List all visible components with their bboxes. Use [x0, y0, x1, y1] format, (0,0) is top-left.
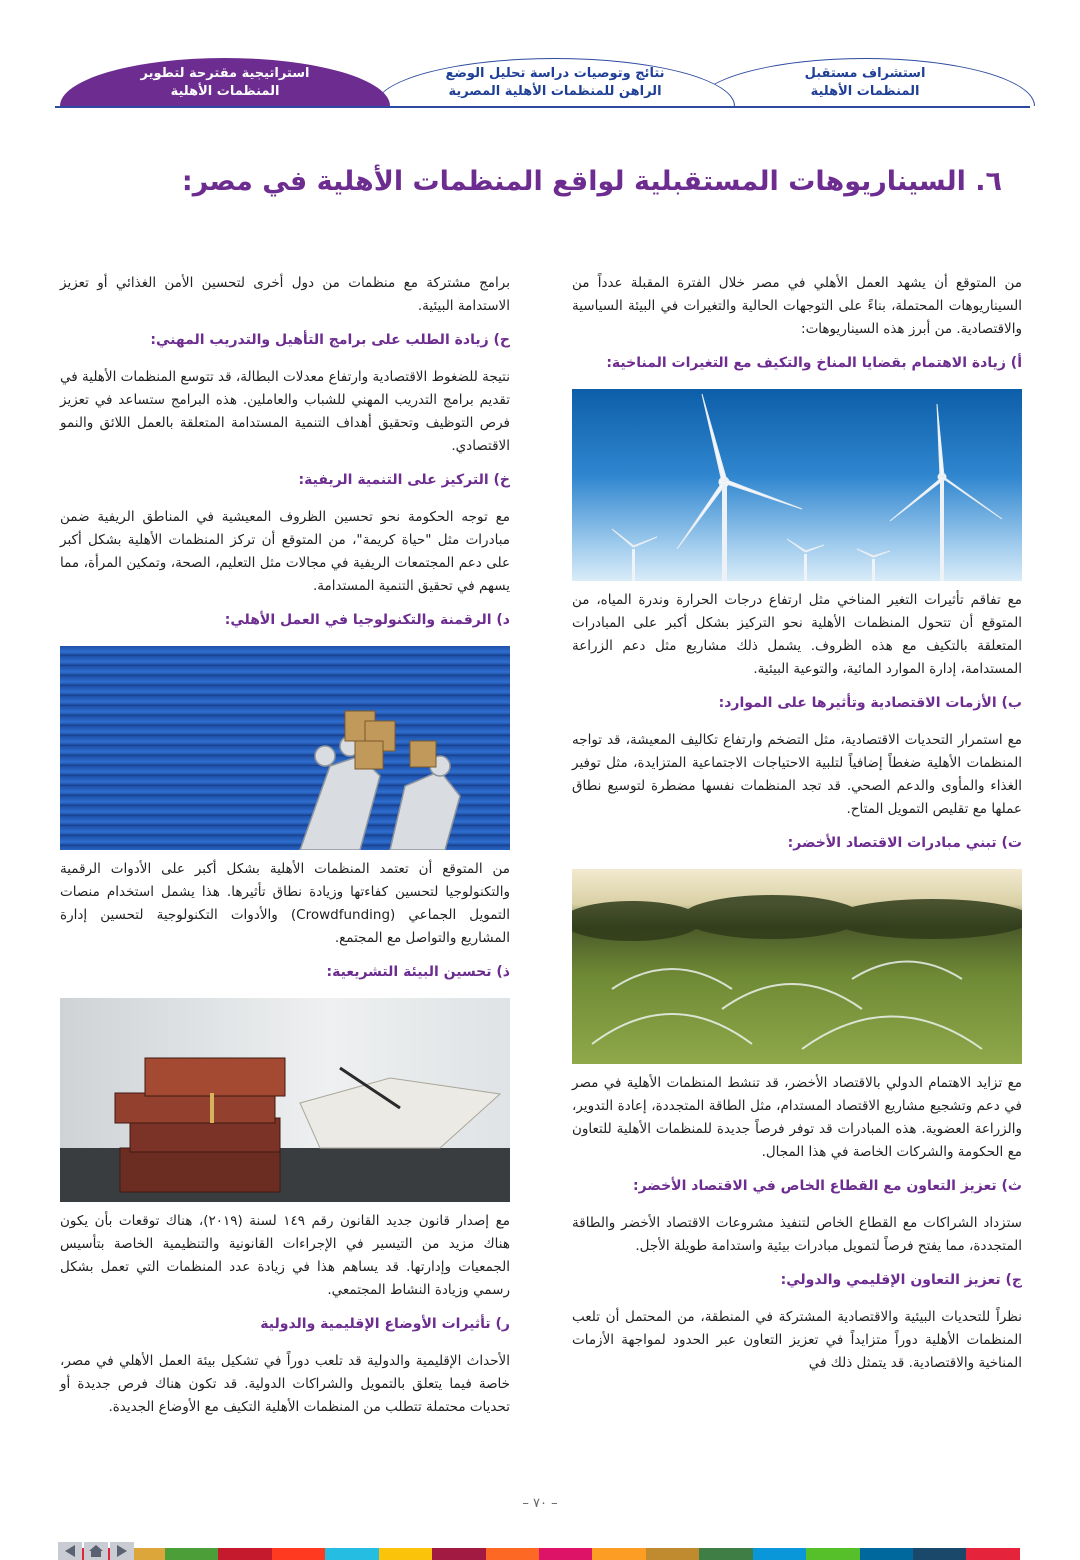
color-bar-segment: [592, 1548, 645, 1560]
section-paragraph: مع استمرار التحديات الاقتصادية، مثل التضخم وارتفاع تكاليف المعيشة، قد تواجه المنظمات الأهلية ضغطاً إضافياً لتلبية الاحتياجات الاجتماعية المتزايدة، مثل توفير الغذاء والمأوى والدعم الصحي. قد تجد المنظمات نفسها مضطرة لتوسيع نطاق عملها مع تقليص التمويل المتاح.: [572, 732, 1022, 817]
section-heading: ب) الأزمات الاقتصادية وتأثيرها على الموارد:: [718, 695, 1022, 711]
section-heading: أ) زيادة الاهتمام بقضايا المناخ والتكيف مع التغيرات المناخية:: [606, 355, 1022, 371]
color-bar-segment: [379, 1548, 432, 1560]
wind-turbines-image: [572, 389, 1022, 581]
home-button[interactable]: [84, 1542, 108, 1560]
robot-puzzle-image: [60, 646, 510, 850]
tab-line1: استراتيجية مقترحة لتطوير: [140, 65, 310, 81]
next-page-button[interactable]: [110, 1542, 134, 1560]
color-bar-segment: [432, 1548, 485, 1560]
color-bar-segment: [806, 1548, 859, 1560]
section-paragraph: نظراً للتحديات البيئية والاقتصادية المشتركة في المنطقة، من المحتمل أن تلعب المنظمات الأهلية دوراً متزايداً في تعزيز التعاون عبر الحدود لمواجهة الأزمات المناخية والاقتصادية. قد يتمثل ذلك في: [572, 1309, 1022, 1371]
page-number: – ٧٠ –: [522, 1496, 558, 1511]
header-tabs: [55, 58, 1035, 110]
color-bar-segment: [165, 1548, 218, 1560]
section-heading: ح) زيادة الطلب على برامج التأهيل والتدريب المهني:: [150, 332, 510, 348]
header-divider: [55, 106, 1030, 108]
section-paragraph: نتيجة للضغوط الاقتصادية وارتفاع معدلات البطالة، قد تتوسع المنظمات الأهلية في تقديم برامج التدريب المهني للشباب والعاملين. هذه البرامج ستساعد في تعزيز فرص التوظيف وتحقيق أهداف التنمية المستدامة المتعلقة بالعمل اللائق والنمو الاقتصادي.: [60, 369, 510, 454]
tab-study-results[interactable]: [375, 58, 735, 106]
home-icon: [89, 1545, 103, 1557]
section-heading: ر) تأثيرات الأوضاع الإقليمية والدولية: [260, 1316, 510, 1332]
continued-paragraph: برامج مشتركة مع منظمات من دول أخرى لتحسين الأمن الغذائي أو تعزيز الاستدامة البيئية.: [60, 275, 510, 314]
section-heading: ث) تعزيز التعاون مع القطاع الخاص في الاقتصاد الأخضر:: [632, 1178, 1022, 1194]
section-paragraph: الأحداث الإقليمية والدولية قد تلعب دوراً في تشكيل بيئة العمل الأهلي في مصر، خاصة فيما يتعلق بالتمويل والشراكات الدولية. قد تكون هناك فرص جديدة أو تحديات محتملة تتطلب من المنظمات الأهلية التكيف مع الأوضاع الجديدة.: [60, 1353, 510, 1415]
arrow-right-icon: [115, 1545, 129, 1557]
right-column: [572, 272, 1022, 1389]
color-bar-segment: [539, 1548, 592, 1560]
page-navigation: [58, 1542, 134, 1560]
section-heading: د) الرقمنة والتكنولوجيا في العمل الأهلي:: [224, 612, 510, 628]
color-bar-segment: [646, 1548, 699, 1560]
color-bar-segment: [753, 1548, 806, 1560]
left-column: [60, 272, 510, 1433]
section-paragraph: من المتوقع أن تعتمد المنظمات الأهلية بشكل أكبر على الأدوات الرقمية والتكنولوجيا لتحسين كفاءتها وزيادة نطاق تأثيرها. هذا يشمل استخدام منصات التمويل الجماعي (Crowdfunding) والأدوات التكنولوجية لتحسين إدارة المشاريع والتواصل مع المجتمع.: [60, 861, 510, 946]
color-bar-segment: [325, 1548, 378, 1560]
section-paragraph: ستزداد الشراكات مع القطاع الخاص لتنفيذ مشروعات الاقتصاد الأخضر والطاقة المتجددة، مما يفتح فرصاً لتمويل مبادرات بيئية واستدامة طويلة الأجل.: [572, 1215, 1022, 1254]
tab-proposed-strategy[interactable]: [60, 58, 390, 106]
books-image: [60, 998, 510, 1202]
tab-line2: الراهن للمنظمات الأهلية المصرية: [448, 83, 662, 99]
section-paragraph: مع توجه الحكومة نحو تحسين الظروف المعيشية في المناطق الريفية ضمن مبادرات مثل "حياة كريمة"، من المتوقع أن تركز المنظمات الأهلية بشكل أكبر على دعم المجتمعات الريفية في مجالات مثل التعليم، الصحة، وتمكين المرأة، مما يسهم في تحقيق التنمية المستدامة.: [60, 509, 510, 594]
section-paragraph: مع إصدار قانون جديد القانون رقم ١٤٩ لسنة (٢٠١٩)، هناك توقعات بأن يكون هناك مزيد من التيسير في الإجراءات القانونية والتنظيمية الخاصة بتأسيس الجمعيات وإدارتها. قد يساهم هذا في زيادة عدد المنظمات التي تعمل بشكل رسمي وزيادة النشاط المجتمعي.: [60, 1213, 510, 1298]
page-title: ٦. السيناريوهات المستقبلية لواقع المنظمات الأهلية في مصر:: [181, 166, 1002, 197]
arrow-left-icon: [63, 1545, 77, 1557]
tab-line1: استشراف مستقبل: [804, 65, 926, 81]
section-paragraph: مع تزايد الاهتمام الدولي بالاقتصاد الأخضر، قد تنشط المنظمات الأهلية في مصر في دعم وتشجيع مشاريع الاقتصاد المستدام، مثل الطاقة المتجددة، إعادة التدوير، والزراعة العضوية. هذه المبادرات قد توفر فرصاً جديدة للمنظمات الأهلية للتعاون مع الحكومة والشركات الخاصة في هذا المجال.: [572, 1075, 1022, 1160]
tab-future-outlook[interactable]: [695, 58, 1035, 106]
color-bar-segment: [218, 1548, 271, 1560]
intro-paragraph: من المتوقع أن يشهد العمل الأهلي في مصر خلال الفترة المقبلة عدداً من السيناريوهات المحتملة، بناءً على التوجهات الحالية والتغيرات في البيئة السياسية والاقتصادية. من أبرز هذه السيناريوهات:: [572, 275, 1022, 337]
color-bar-segment: [272, 1548, 325, 1560]
tab-line2: المنظمات الأهلية: [170, 83, 280, 99]
section-paragraph: مع تفاقم تأثيرات التغير المناخي مثل ارتفاع درجات الحرارة وندرة المياه، من المتوقع أن تتحول المنظمات الأهلية نحو التركيز بشكل أكبر على المبادرات المتعلقة بالتكيف مع هذه الظروف. يشمل ذلك مشاريع مثل دعم الزراعة المستدامة، إدارة الموارد المائية، والتوعية البيئية.: [572, 592, 1022, 677]
color-bar-segment: [913, 1548, 966, 1560]
section-heading: خ) التركيز على التنمية الريفية:: [298, 472, 510, 488]
tab-line2: المنظمات الأهلية: [810, 83, 920, 99]
prev-page-button[interactable]: [58, 1542, 82, 1560]
sdg-color-bar: [58, 1548, 1020, 1560]
irrigation-field-image: [572, 869, 1022, 1064]
tab-line1: نتائج وتوصيات دراسة تحليل الوضع: [445, 65, 665, 81]
color-bar-segment: [486, 1548, 539, 1560]
color-bar-segment: [699, 1548, 752, 1560]
color-bar-segment: [860, 1548, 913, 1560]
color-bar-segment: [966, 1548, 1019, 1560]
section-heading: ت) تبني مبادرات الاقتصاد الأخضر:: [787, 835, 1022, 851]
section-heading: ج) تعزيز التعاون الإقليمي والدولي:: [780, 1272, 1022, 1288]
section-heading: ذ) تحسين البيئة التشريعية:: [326, 964, 510, 980]
